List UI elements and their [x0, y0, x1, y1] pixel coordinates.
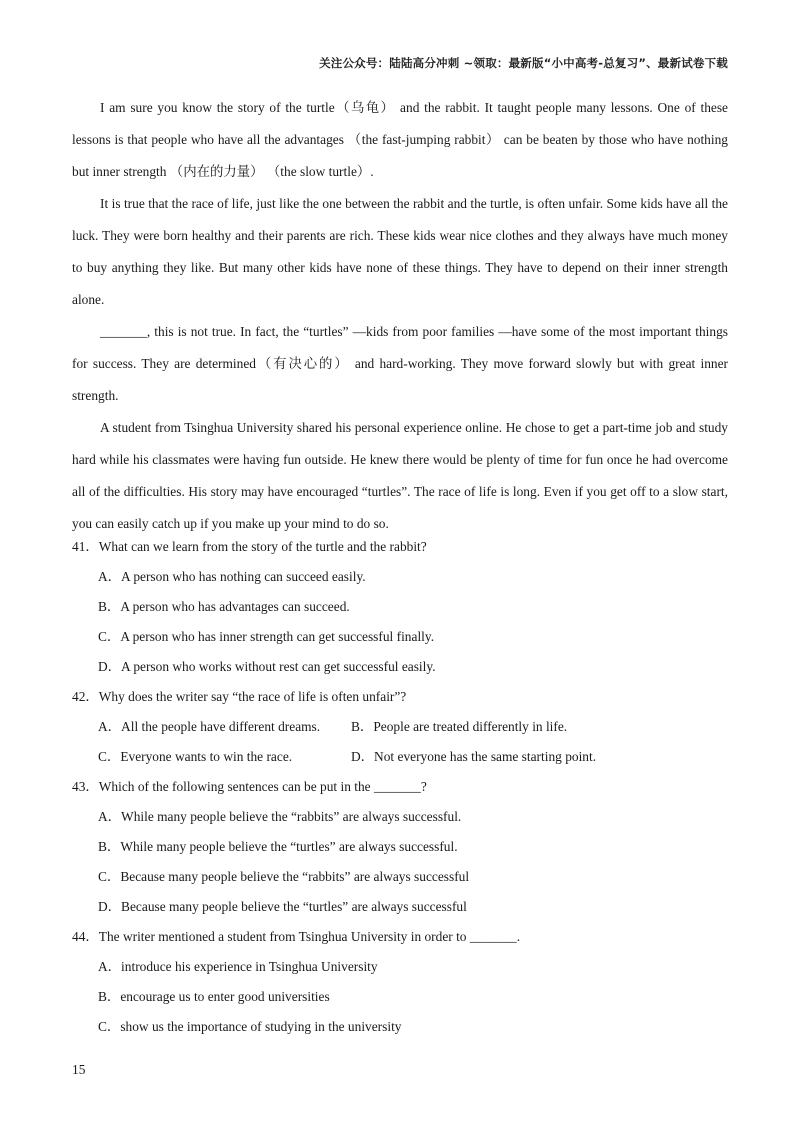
- question-43-stem: 43．Which of the following sentences can be put in the _______?: [72, 779, 427, 794]
- question-44-stem: 44．The writer mentioned a student from Tsinghua University in order to _______.: [72, 929, 521, 944]
- passage-paragraph-3: _______, this is not true. In fact, the “turtles” —kids from poor families —have some of the most important things for success. They are determined（有决心的） and hard-working. They move forward slowly but with great inner strength.: [72, 324, 728, 403]
- question-41-option-c: C．A person who has inner strength can get successful finally.: [98, 629, 435, 644]
- question-43-option-d: D．Because many people believe the “turtles” are always successful: [98, 899, 467, 914]
- question-43-option-a: A．While many people believe the “rabbits” are always successful.: [98, 809, 462, 824]
- passage-paragraph-4: A student from Tsinghua University shared his personal experience online. He chose to get a part-time job and study hard while his classmates were having fun outside. He knew there would be plenty of time for fun once he had overcome all of the difficulties. His story may have encouraged “turtles”. The race of life is long. Even if you get off to a slow start, you can easily catch up if you make up your mind to do so.: [72, 420, 728, 531]
- question-44-option-a: A．introduce his experience in Tsinghua University: [98, 959, 378, 974]
- question-42-option-b: B．People are treated differently in life.: [351, 719, 568, 734]
- question-42-option-a: A．All the people have different dreams.: [98, 719, 321, 734]
- passage-paragraph-2: It is true that the race of life, just like the one between the rabbit and the turtle, is often unfair. Some kids have all the luck. They were born healthy and their parents are rich. These kids wear nice clothes and they always have much money to buy anything they like. But many other kids have none of these things. They have to depend on their inner strength alone.: [72, 196, 728, 307]
- question-42-option-c: C．Everyone wants to win the race.: [98, 749, 293, 764]
- question-44-option-b: B．encourage us to enter good universities: [98, 989, 330, 1004]
- question-42-option-d: D．Not everyone has the same starting point.: [351, 749, 597, 764]
- page-header: 关注公众号：陆陆高分冲刺 ~领取：最新版“小中高考-总复习”、最新试卷下载: [319, 56, 728, 70]
- question-43-option-c: C．Because many people believe the “rabbits” are always successful: [98, 869, 470, 884]
- question-41-stem: 41．What can we learn from the story of the turtle and the rabbit?: [72, 539, 427, 554]
- question-42-stem: 42．Why does the writer say “the race of life is often unfair”?: [72, 689, 407, 704]
- question-41-option-b: B．A person who has advantages can succeed.: [98, 599, 350, 614]
- page-number: 15: [72, 1062, 86, 1077]
- question-41-option-d: D．A person who works without rest can get successful easily.: [98, 659, 436, 674]
- question-43-option-b: B．While many people believe the “turtles” are always successful.: [98, 839, 458, 854]
- passage-paragraph-1: I am sure you know the story of the turtle（乌龟） and the rabbit. It taught people many lessons. One of these lessons is that people who have all the advantages （the fast-jumping rabbit） can be beaten by those who have nothing but inner strength （内在的力量） （the slow turtle）.: [72, 100, 728, 179]
- question-41-option-a: A．A person who has nothing can succeed easily.: [98, 569, 366, 584]
- reading-passage: [72, 92, 728, 540]
- question-42-options-row-2: [72, 742, 728, 772]
- question-44-option-c: C．show us the importance of studying in the university: [98, 1019, 402, 1034]
- question-42-options-row-1: [72, 712, 728, 742]
- question-list: [72, 532, 728, 1042]
